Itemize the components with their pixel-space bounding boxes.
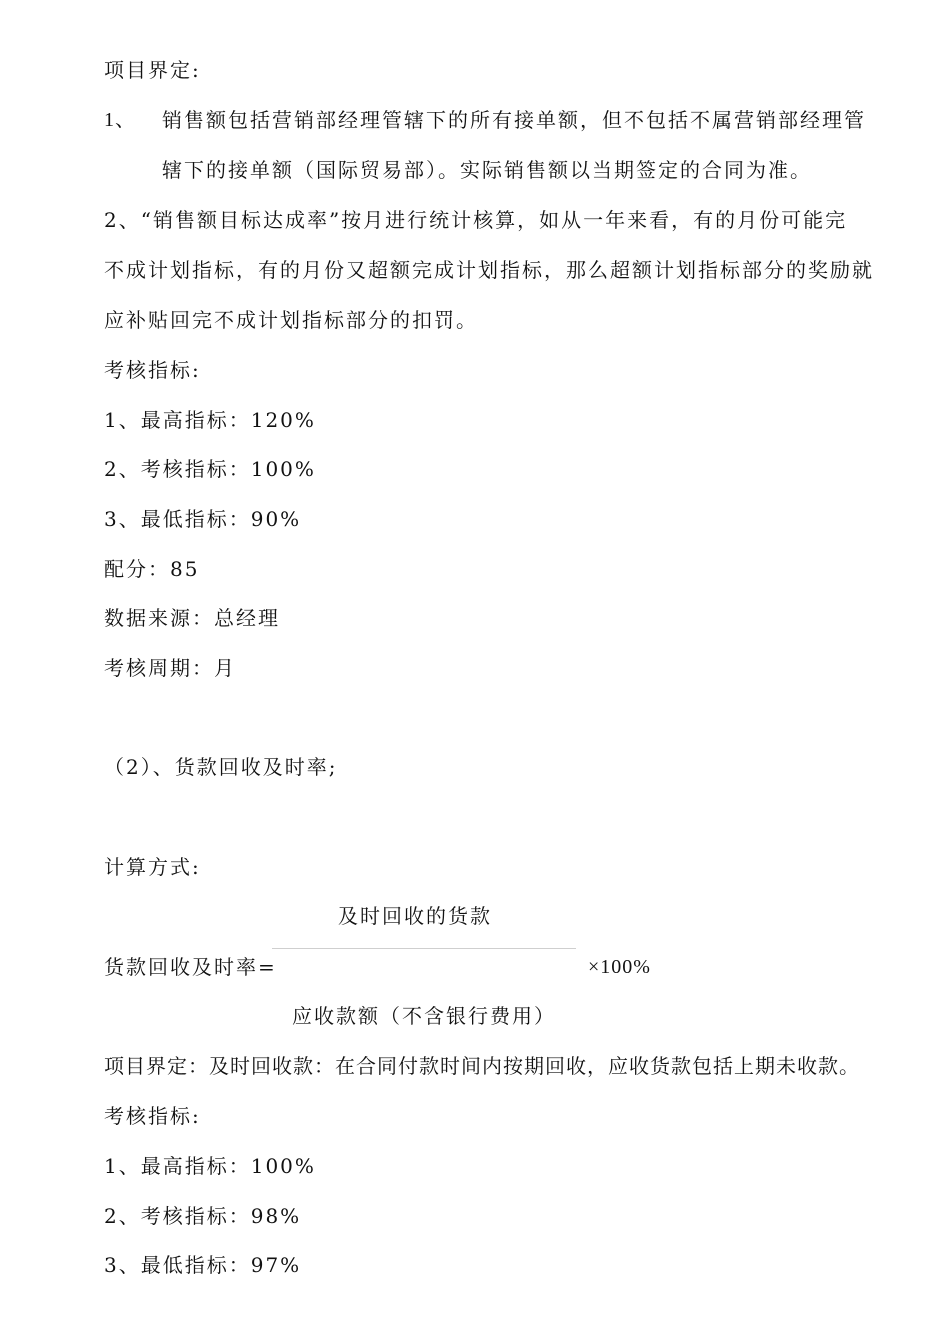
indicators1-heading: 考核指标:: [104, 358, 201, 382]
meta1-score: 配分：85: [104, 557, 200, 581]
meta1-source: 数据来源：总经理: [104, 606, 280, 630]
formula-numerator: 及时回收的货款: [338, 904, 492, 928]
formula-lhs: 货款回收及时率=: [104, 955, 277, 979]
meta1-period: 考核周期：月: [104, 656, 236, 680]
indicators2-max: 1、最高指标：100%: [104, 1154, 316, 1178]
section2-title: （2）、货款回收及时率;: [104, 755, 338, 779]
section2-calc-heading: 计算方式:: [104, 855, 201, 879]
scope1-item2-line1: 2、“销售额目标达成率”按月进行统计核算，如从一年来看，有的月份可能完: [104, 208, 848, 232]
section2-scope: 项目界定：及时回收款：在合同付款时间内按期回收，应收货款包括上期未收款。: [104, 1054, 860, 1078]
indicators2-min: 3、最低指标：97%: [104, 1253, 302, 1277]
indicators2-target: 2、考核指标：98%: [104, 1204, 302, 1228]
indicators2-heading: 考核指标:: [104, 1104, 201, 1128]
scope1-item2-line3: 应补贴回完不成计划指标部分的扣罚。: [104, 308, 478, 332]
scope1-item1-line1: 销售额包括营销部经理管辖下的所有接单额，但不包括不属营销部经理管: [162, 108, 866, 132]
indicators1-target: 2、考核指标：100%: [104, 457, 316, 481]
scope1-item1-prefix: 1、: [104, 109, 136, 131]
scope1-item1-line2: 辖下的接单额（国际贸易部）。实际销售额以当期签定的合同为准。: [162, 158, 812, 182]
indicators1-max: 1、最高指标：120%: [104, 408, 316, 432]
indicators1-min: 3、最低指标：90%: [104, 507, 302, 531]
scope1-item2-line2: 不成计划指标，有的月份又超额完成计划指标，那么超额计划指标部分的奖励就: [104, 258, 874, 282]
formula-rhs: ×100%: [588, 956, 651, 978]
scope1-heading: 项目界定:: [104, 58, 201, 82]
formula-fraction-bar: [272, 948, 576, 949]
formula-denominator: 应收款额（不含银行费用）: [292, 1004, 556, 1028]
